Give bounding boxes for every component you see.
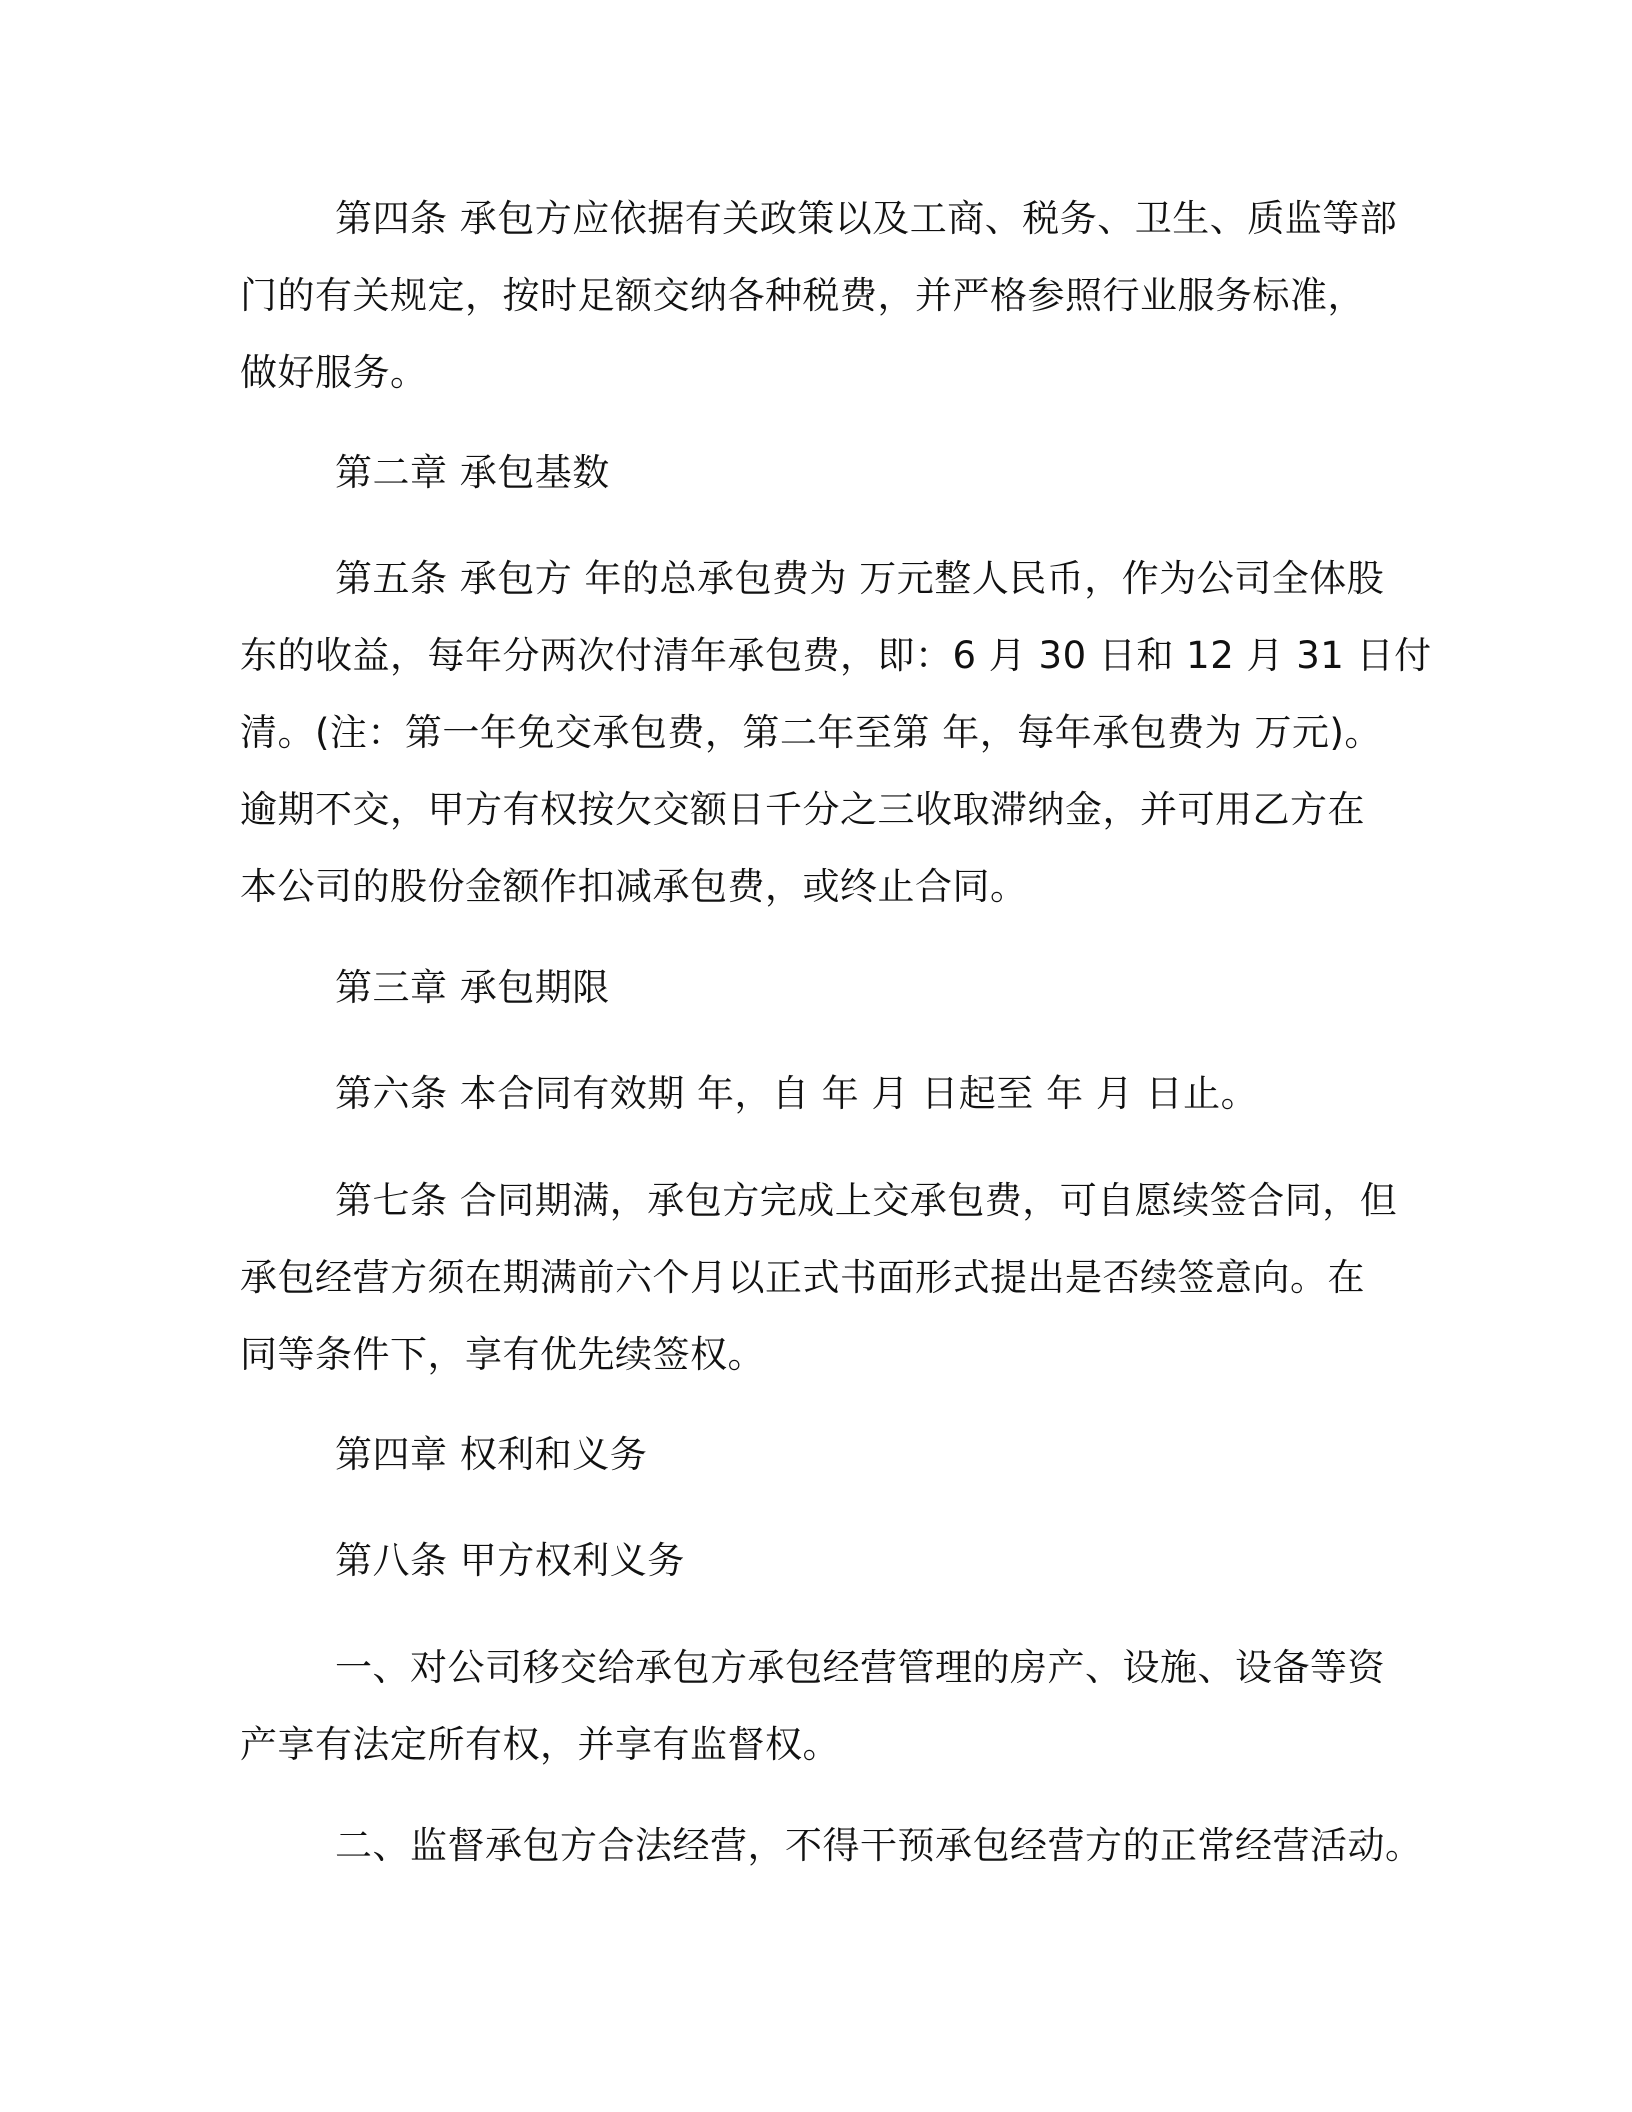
chapter-3-heading: 第三章 承包期限 <box>335 966 610 1009</box>
chapter-4-heading: 第四章 权利和义务 <box>335 1433 648 1476</box>
article-6-line-1: 第六条 本合同有效期 年，自 年 月 日起至 年 月 日止。 <box>335 1072 1259 1115</box>
party-a-item-1-line-2: 产享有法定所有权，并享有监督权。 <box>240 1723 840 1766</box>
party-a-item-2-line-1: 二、监督承包方合法经营，不得干预承包经营方的正常经营活动。 <box>335 1824 1423 1867</box>
article-7-line-3: 同等条件下，享有优先续签权。 <box>240 1333 765 1376</box>
article-4-line-3: 做好服务。 <box>240 351 428 394</box>
article-4-line-1: 第四条 承包方应依据有关政策以及工商、税务、卫生、质监等部 <box>335 197 1398 240</box>
article-5-line-2: 东的收益，每年分两次付清年承包费，即：6 月 30 日和 12 月 31 日付 <box>240 634 1432 677</box>
chapter-2-heading: 第二章 承包基数 <box>335 451 610 494</box>
article-4-line-2: 门的有关规定，按时足额交纳各种税费，并严格参照行业服务标准， <box>240 274 1365 317</box>
article-5-line-3: 清。(注：第一年免交承包费，第二年至第 年，每年承包费为 万元)。 <box>240 711 1382 754</box>
article-5-line-4: 逾期不交，甲方有权按欠交额日千分之三收取滞纳金，并可用乙方在 <box>240 788 1365 831</box>
article-7-line-2: 承包经营方须在期满前六个月以正式书面形式提出是否续签意向。在 <box>240 1256 1365 1299</box>
article-5-line-1: 第五条 承包方 年的总承包费为 万元整人民币，作为公司全体股 <box>335 557 1385 600</box>
party-a-item-1-line-1: 一、对公司移交给承包方承包经营管理的房产、设施、设备等资 <box>335 1646 1385 1689</box>
article-5-line-5: 本公司的股份金额作扣减承包费，或终止合同。 <box>240 865 1028 908</box>
article-8-heading: 第八条 甲方权利义务 <box>335 1539 685 1582</box>
article-7-line-1: 第七条 合同期满，承包方完成上交承包费，可自愿续签合同，但 <box>335 1179 1398 1222</box>
